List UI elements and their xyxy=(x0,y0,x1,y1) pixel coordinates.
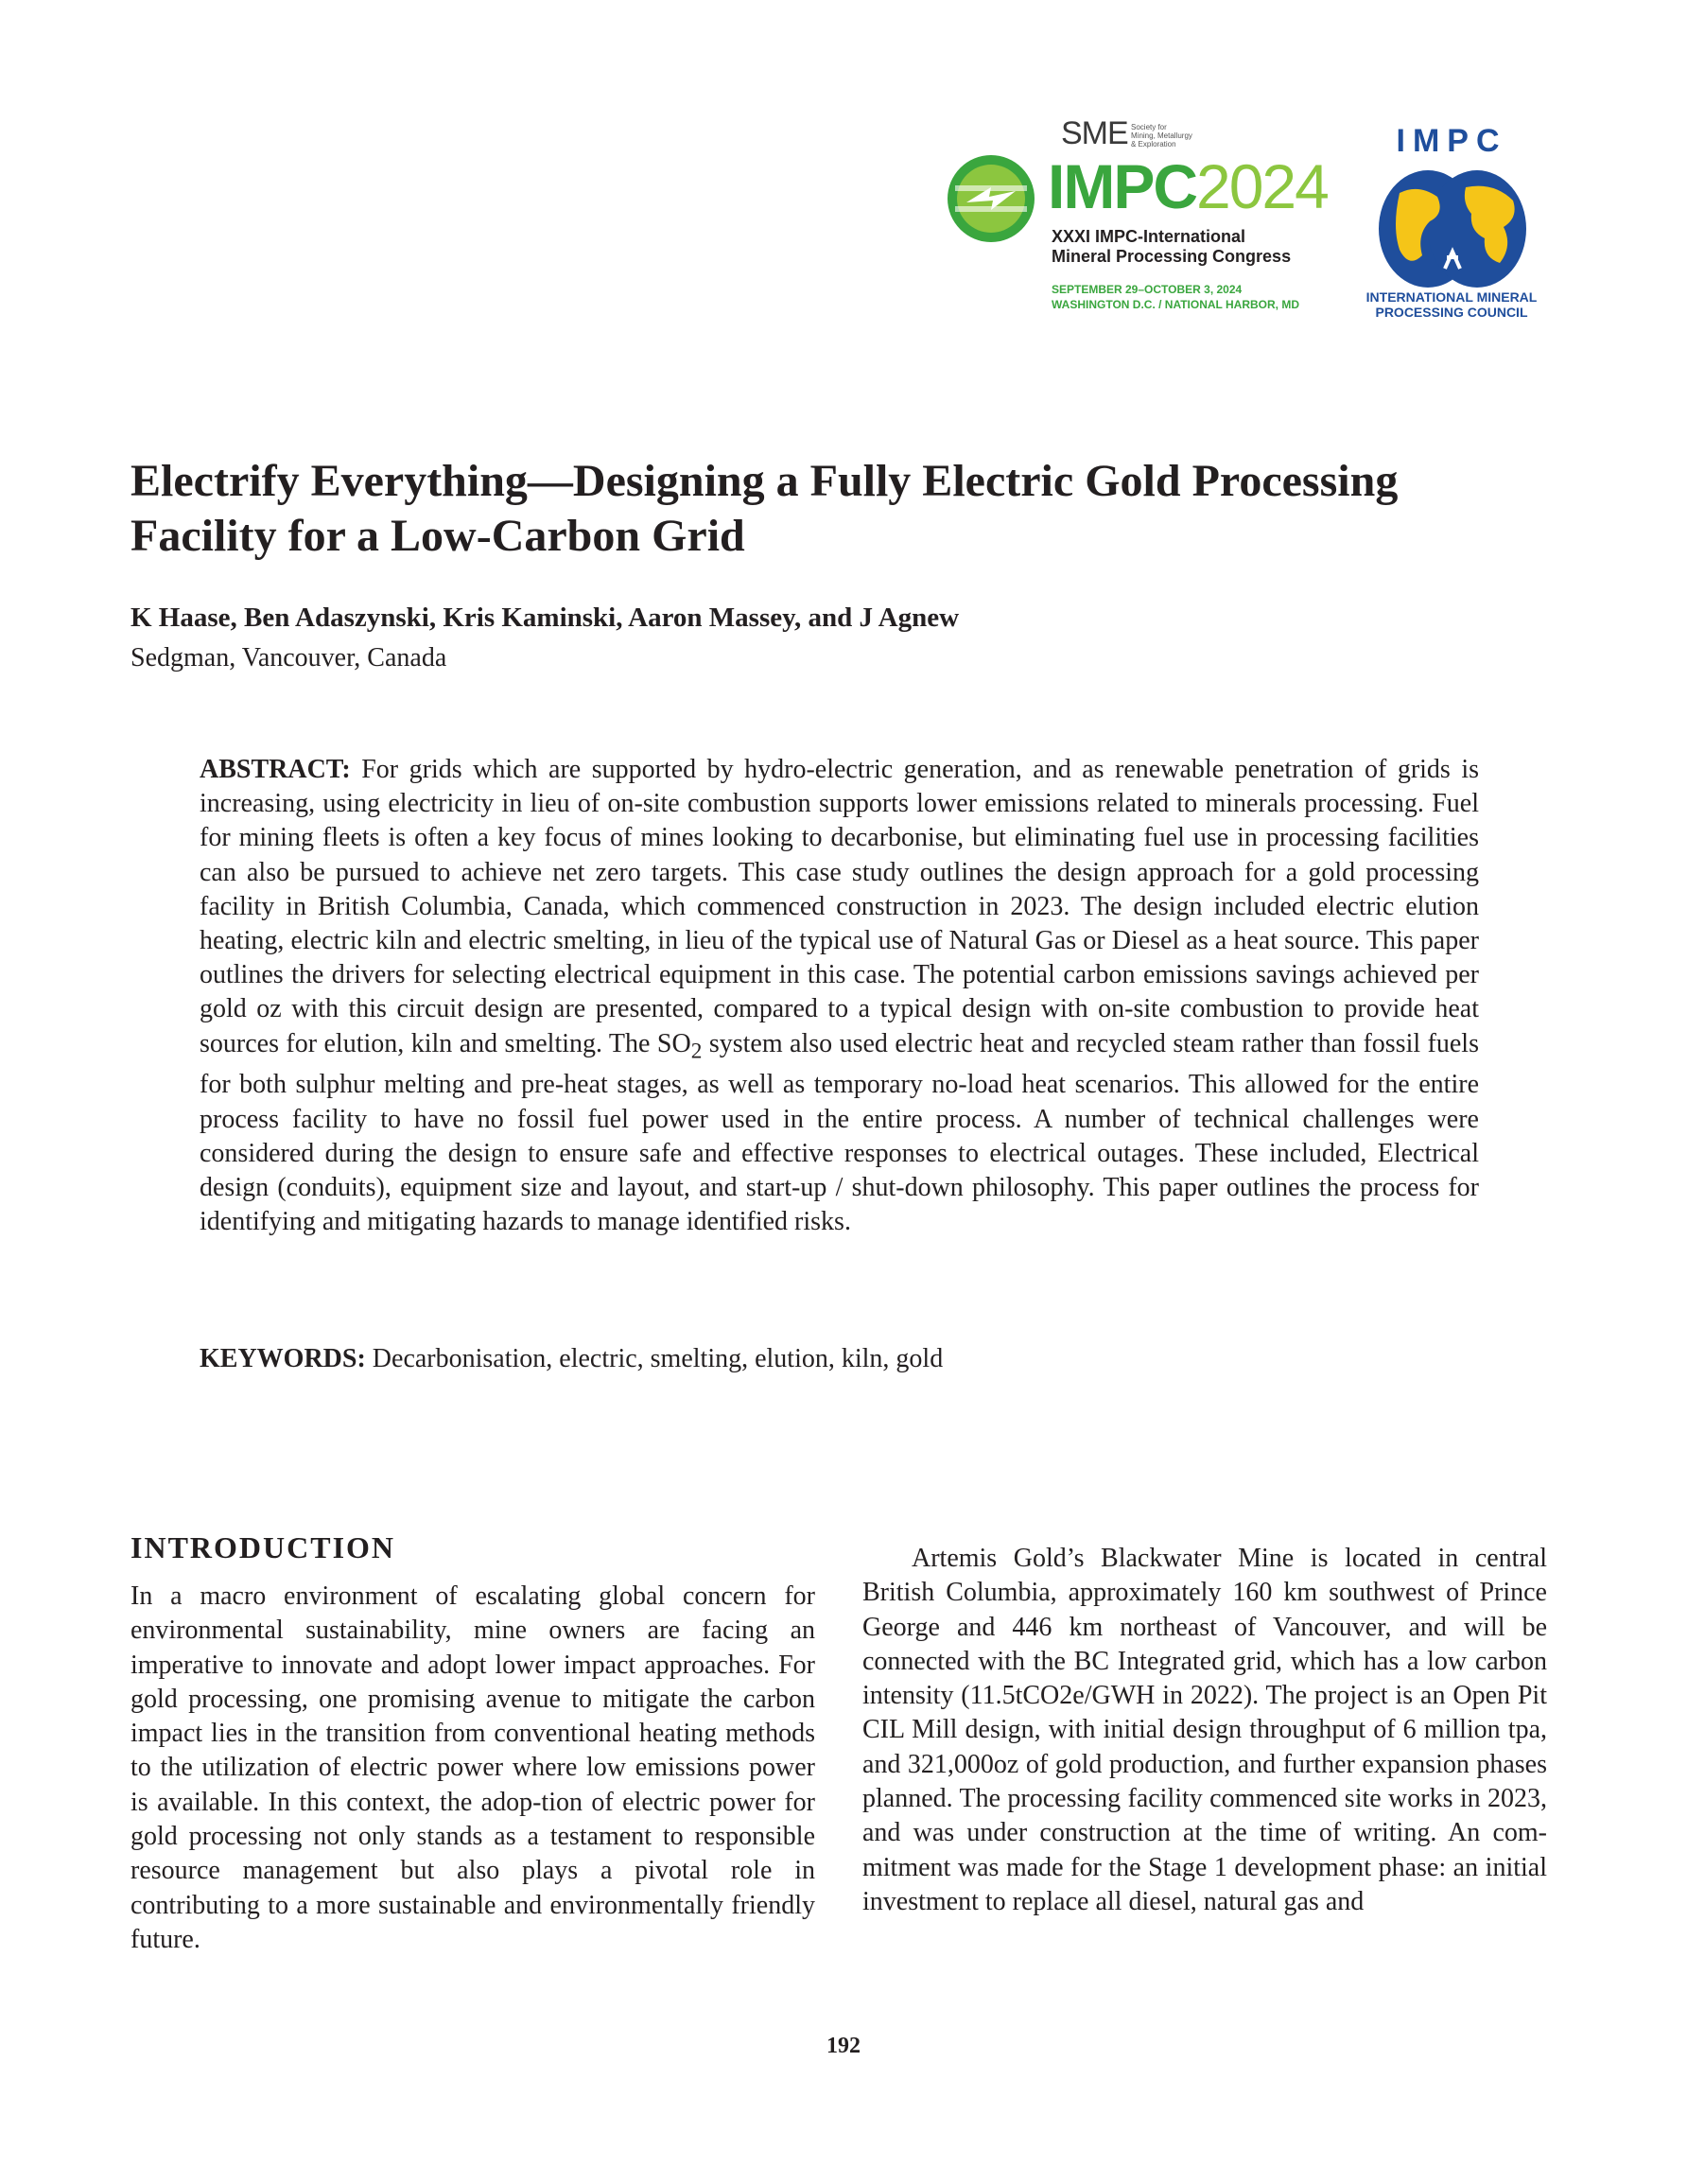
sme-tagline-line: Mining, Metallurgy xyxy=(1131,131,1192,140)
abstract xyxy=(200,753,1479,1239)
keywords xyxy=(200,1344,1479,1374)
date-line: WASHINGTON D.C. / NATIONAL HARBOR, MD xyxy=(1052,298,1299,311)
congress-dates xyxy=(1052,282,1299,312)
abstract-subscript: 2 xyxy=(690,1039,703,1064)
council-line: PROCESSING COUNCIL xyxy=(1375,305,1528,320)
intro-paragraph-right: Artemis Gold’s Blackwater Mine is located in central British Columbia, approximately 160 km southwest of Prince George and 446 km northeast of Vancouver, and will be connected with the BC Integrated grid, which has a low carbon intensity (11.5tCO2e/GWH in 2022). The project is an Open Pit CIL Mill design, with initial design throughput of 6 million tpa, and 321,000oz of gold production, and further expansion phases planned. The processing facility commenced site works in 2023, and was under construction at the time of writing. An com-mitment was made for the Stage 1 development phase: an initial investment to replace all diesel, natural gas and xyxy=(862,1544,1547,1916)
impc-council-logo xyxy=(1362,123,1541,322)
abstract-text: For grids which are supported by hydro-electric generation, and as renewable penetration of grids is increasing, using electricity in lieu of on-site combustion supports lower emissions related to minerals processing. Fuel for mining fleets is often a key focus of mines looking to decarbonise, but eliminating fuel use in processing facilities can also be pursued to achieve net zero targets. This case study outlines the design approach for a gold processing facility in British Columbia, Canada, which commenced construction in 2023. The design included electric elution heating, electric kiln and electric smelting, in lieu of the typical use of Natural Gas or Diesel as a heat source. This paper outlines the drivers for selecting electrical equipment in this case. The potential carbon emissions savings achieved per gold oz with this circuit design are presented, compared to a typical design with on-site combustion to provide heat sources for elution, kiln and smelting. The SO xyxy=(200,755,1479,1058)
authors: K Haase, Ben Adaszynski, Kris Kaminski, Aaron Massey, and J Agnew xyxy=(130,603,960,633)
sme-tagline xyxy=(1131,123,1216,149)
sme-logo: SME xyxy=(1061,115,1128,151)
impc-2024-wordmark xyxy=(1048,151,1328,221)
council-line: INTERNATIONAL MINERAL xyxy=(1365,289,1538,305)
impc-year: 2024 xyxy=(1196,151,1328,221)
impc-word: IMPC xyxy=(1048,151,1196,221)
keywords-text: Decarbonisation, electric, smelting, elution, kiln, gold xyxy=(372,1344,944,1373)
sme-tagline-line: Society for xyxy=(1131,123,1167,131)
title-line: Facility for a Low-Carbon Grid xyxy=(130,511,745,561)
council-name xyxy=(1362,289,1541,320)
title-line: Electrify Everything—Designing a Fully Electric Gold Processing xyxy=(130,456,1399,506)
keywords-label: KEYWORDS: xyxy=(200,1344,366,1373)
abstract-label: ABSTRACT: xyxy=(200,755,351,784)
section-heading-introduction: INTRODUCTION xyxy=(130,1530,396,1564)
congress-name xyxy=(1052,227,1291,267)
globe-icon xyxy=(1371,165,1532,297)
affiliation: Sedgman, Vancouver, Canada xyxy=(130,643,447,673)
abstract-text: system also used electric heat and recycled steam rather than fossil fuels for both sulphur melting and pre-heat stages, as well as temporary no-load heat scenarios. This allowed for the entire process facility to have no fossil fuel power used in the entire process. A number of technical challenges were considered during the design to ensure safe and effective responses to electrical outages. These included, Electrical design (conduits), equipment size and layout, and start-up / shut-down philosophy. This paper outlines the process for identifying and mitigating hazards to manage identified risks. xyxy=(200,1028,1479,1237)
intro-paragraph-left: In a macro environment of escalating global concern for environmental sustainability, mine owners are facing an imperative to innovate and adopt lower impact approaches. For gold processing, one promising avenue to mitigate the carbon impact lies in the transition from conventional heating methods to the utilization of electric power where low emissions power is available. In this context, the adop-tion of electric power for gold processing not only stands as a testament to responsible resource management but also plays a pivotal role in contributing to a more sustainable and environmentally friendly future. xyxy=(130,1581,815,1954)
date-line: SEPTEMBER 29–OCTOBER 3, 2024 xyxy=(1052,283,1243,296)
council-title: IMPC xyxy=(1396,123,1507,159)
paper-title xyxy=(130,454,1549,564)
congress-line: Mineral Processing Congress xyxy=(1052,247,1292,266)
impc-lightning-circle-icon xyxy=(946,153,1036,244)
impc-2024-logo xyxy=(946,115,1328,323)
page-number: 192 xyxy=(826,2034,861,2058)
congress-line: XXXI IMPC-International xyxy=(1052,227,1246,246)
sme-tagline-line: & Exploration xyxy=(1131,140,1176,149)
